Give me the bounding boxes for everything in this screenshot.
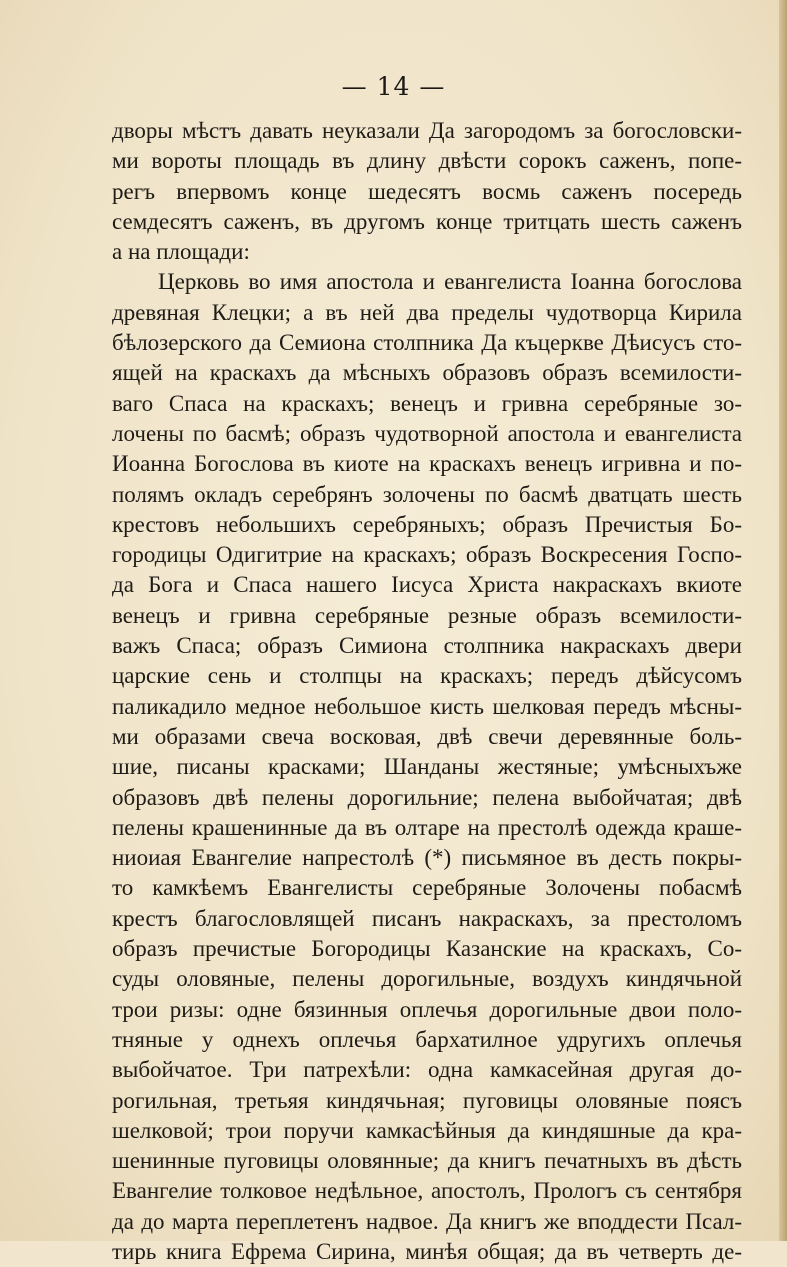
text-line: царские сень и столпцы на краскахъ; передъ дѣйсусомъ <box>112 663 742 689</box>
text-line: Иоанна Богослова въ киоте на краскахъ венецъ игривна и по- <box>112 451 742 477</box>
text-line: древяная Клецки; а въ ней два пределы чудотворца Кирила <box>112 299 742 325</box>
text-line: семдесятъ саженъ, въ другомъ конце тритцать шесть саженъ <box>112 208 742 234</box>
text-line: Церковь во имя апостола и евангелиста Іоанна богослова <box>158 269 742 295</box>
text-line: трои ризы: одне бязинныя оплечья дорогильные двои поло- <box>112 996 742 1022</box>
page-edge-shadow <box>779 0 787 1241</box>
text-line: ваго Спаса на краскахъ; венецъ и гривна серебряные зо- <box>112 390 742 416</box>
text-line: тняные у однехъ оплечья бархатилное удругихъ оплечья <box>112 1026 742 1052</box>
text-line: да Бога и Спаса нашего Іисуса Христа накраскахъ вкиоте <box>112 572 742 598</box>
text-line: шелковой; трои поручи камкасѣйныя да киндяшные да кра- <box>112 1117 742 1143</box>
text-line: шие, писаны красками; Шанданы жестяные; умѣсныхъже <box>112 754 742 780</box>
text-line: ми образами свеча восковая, двѣ свечи деревянные боль- <box>112 723 742 749</box>
text-line: венецъ и гривна серебряные резные образъ всемилости- <box>112 602 742 628</box>
text-line: Евангелие толковое недѣльное, апостолъ, Прологъ съ сентября <box>112 1178 742 1204</box>
page-text-block <box>112 116 742 1267</box>
page-number: — 14 — <box>341 72 446 101</box>
text-line: выбойчатое. Три патрехѣли: одна камкасейная другая до- <box>112 1057 742 1083</box>
text-line: тирь книга Ефрема Сирина, минѣя общая; да въ четверть де- <box>112 1238 742 1264</box>
text-line: то камкѣемъ Евангелисты серебряные Золочены побасмѣ <box>112 875 742 901</box>
text-line: полямъ окладъ серебрянъ золочены по басмѣ дватцать шесть <box>112 481 742 507</box>
text-line: ниоиая Евангелие напрестолѣ (*) письмяное въ десть покры- <box>112 845 742 871</box>
text-line: образъ пречистые Богородицы Казанские на краскахъ, Со- <box>112 936 742 962</box>
text-line: образовъ двѣ пелены дорогильние; пелена выбойчатая; двѣ <box>112 784 742 810</box>
text-line: шенинные пуговицы оловянные; да книгъ печатныхъ въ дѣсть <box>112 1148 742 1174</box>
text-line: паликадило медное небольшое кисть шелковая передъ мѣсны- <box>112 693 742 719</box>
text-line: важъ Спаса; образъ Симиона столпника накраскахъ двери <box>112 633 742 659</box>
text-line: крестовъ небольшихъ серебряныхъ; образъ Пречистыя Бо- <box>112 511 742 537</box>
text-line: ми вороты площадь въ длину двѣсти сорокъ саженъ, попе- <box>112 148 742 174</box>
text-line: крестъ благословлящей писанъ накраскахъ, за престоломъ <box>112 905 742 931</box>
text-line: ящей на краскахъ да мѣсныхъ образовъ образъ всемилости- <box>112 360 742 386</box>
text-line: регъ впервомъ конце шедесятъ восмь саженъ посередь <box>112 178 742 204</box>
text-line: пелены крашенинные да въ олтаре на престолѣ одежда краше- <box>112 814 742 840</box>
text-line: суды оловяные, пелены дорогильные, воздухъ киндячьной <box>112 966 742 992</box>
text-line: да до марта переплетенъ надвое. Да книгъ же вподдести Псал- <box>112 1208 742 1234</box>
text-line: лочены по басмѣ; образъ чудотворной апостола и евангелиста <box>112 420 742 446</box>
text-line: рогильная, третьяя киндячьная; пуговицы оловяные поясъ <box>112 1087 742 1113</box>
text-line: дворы мѣстъ давать неуказали Да загородомъ за богословски- <box>112 118 742 143</box>
text-line: бѣлозерского да Семиона столпника Да къцеркве Дѣисусъ сто- <box>112 330 742 356</box>
text-line: а на площади: <box>112 239 250 265</box>
text-line: городицы Одигитрие на краскахъ; образъ Воскресения Госпо- <box>112 542 742 568</box>
